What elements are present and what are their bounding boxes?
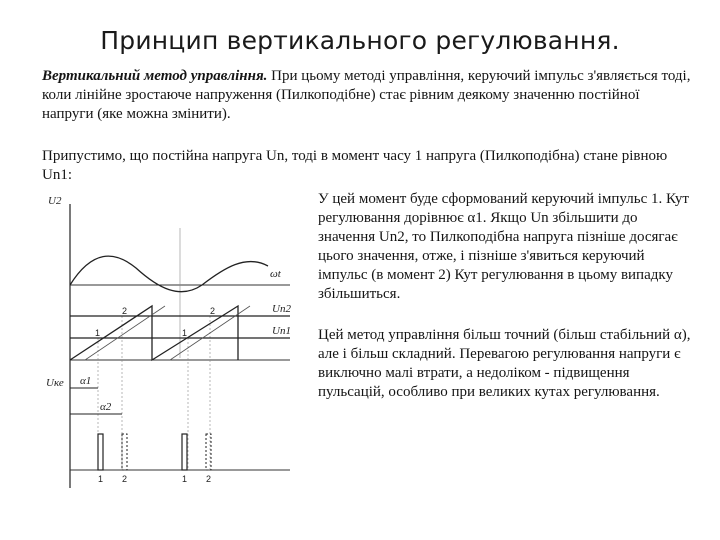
intro-lead: Вертикальний метод управління. [42, 68, 268, 84]
moment-2-label: 2 [122, 306, 128, 316]
paragraph-intro [42, 67, 692, 124]
u2-axis-label: U2 [48, 195, 62, 207]
paragraph-conclusion: Цей метод управління більш точний (більш стабільний α), але і більш складний. Перевагою регулювання напруги є виключно малі втрати, а недоліком - підвищення пульсацій, особливо при великих кутах регулювання. [318, 327, 691, 400]
pulse-2-label: 2 [206, 474, 212, 484]
moment-1-label: 1 [95, 328, 101, 338]
sine-wave [70, 256, 268, 292]
control-pulse-2 [122, 434, 127, 470]
alpha1-label: α1 [80, 375, 92, 387]
uke-axis-label: Uке [46, 377, 64, 389]
un1-label: Un1 [272, 325, 291, 337]
wt-axis-label: ωt [270, 268, 281, 280]
pulse-1-label: 1 [182, 474, 188, 484]
control-pulse-1 [98, 434, 103, 470]
slide-title: Принцип вертикального регулювання. [100, 26, 620, 55]
paragraph-assumption: Припустимо, що постійна напруга Un, тоді в момент часу 1 напруга (Пилкоподібна) стане рівною Un1: [42, 148, 668, 183]
un2-label: Un2 [272, 303, 291, 315]
pulse-2-label: 2 [122, 474, 128, 484]
paragraph-pulse-description: У цей момент буде сформований керуючий імпульс 1. Кут регулювання дорівнює α1. Якщо Un збільшити до значення Un2, то Пилкоподібна напруга пізніше досягає цього значення, отже, і пізніше з'явиться керуючий імпульс (в момент 2) Кут регулювання в цьому випадку збільшиться. [318, 191, 689, 302]
moment-1-label: 1 [182, 328, 188, 338]
waveform-diagram [40, 188, 300, 498]
alpha2-label: α2 [100, 401, 112, 413]
intro-rest: При цьому методі управління, керуючий імпульс з'являється тоді, коли лінійне зростаюче напруження (Пилкоподібне) стає рівним деякому значенню постійної напруги (яке можна змінити). [42, 68, 691, 122]
moment-2-label: 2 [210, 306, 216, 316]
pulse-1-label: 1 [98, 474, 104, 484]
control-pulse-3 [182, 434, 187, 470]
